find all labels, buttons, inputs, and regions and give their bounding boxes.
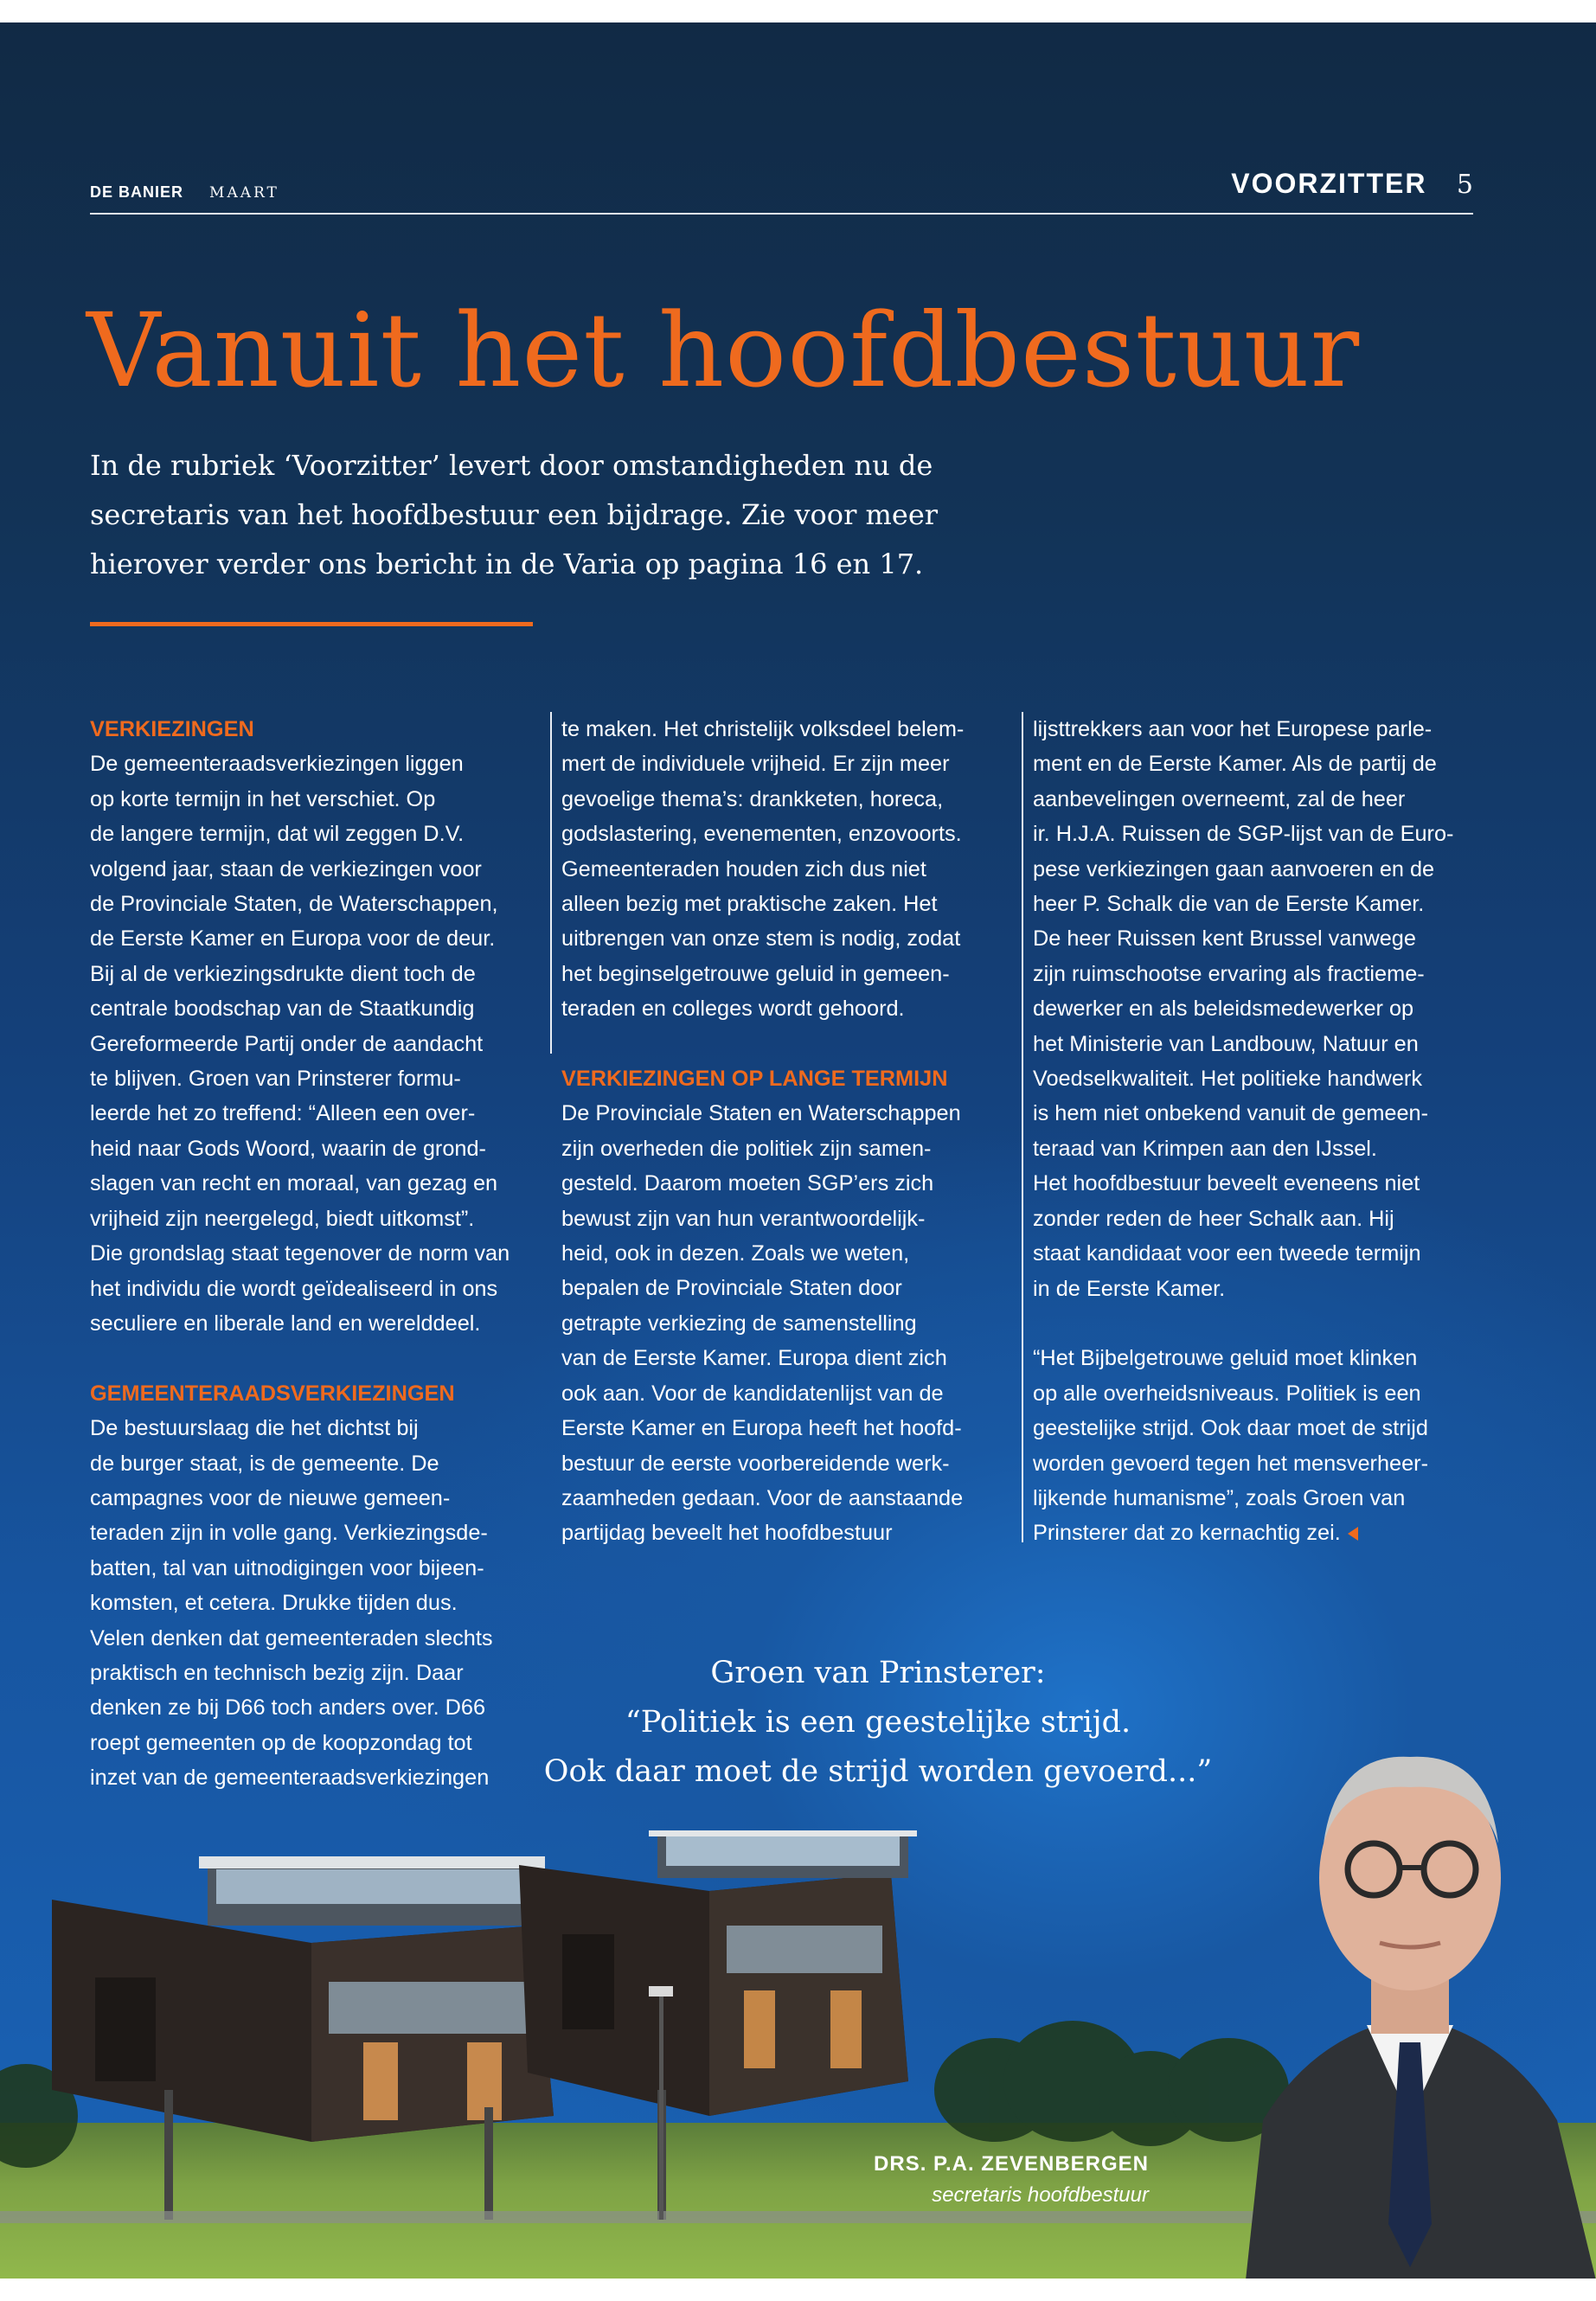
publication-name: DE BANIER	[90, 183, 184, 201]
body-line	[90, 1656, 540, 1690]
body-line-text: heid naar Gods Woord, waarin de grond-	[90, 1136, 486, 1161]
page-number: 5	[1456, 170, 1473, 200]
body-line-text: praktisch en technisch bezig zijn. Daar	[90, 1660, 464, 1685]
body-line-text: het beginselgetrouwe geluid in gemeen-	[561, 961, 950, 986]
body-line	[561, 1236, 1011, 1271]
body-line	[90, 921, 540, 956]
paragraph-gap	[1033, 1306, 1483, 1341]
body-line-text: te blijven. Groen van Prinsterer formu-	[90, 1067, 461, 1092]
body-line	[561, 817, 1011, 851]
column-divider	[1022, 712, 1023, 1542]
body-line	[1033, 1236, 1483, 1271]
running-header	[90, 168, 1473, 215]
body-line-text: Het hoofdbestuur beveelt eveneens niet	[1033, 1171, 1420, 1196]
body-line-text: volgend jaar, staan de verkiezingen voor	[90, 856, 482, 881]
body-line	[561, 1131, 1011, 1166]
caption-role: secretaris hoofdbestuur	[932, 2183, 1149, 2207]
body-line-text: Eerste Kamer en Europa heeft het hoofd-	[561, 1416, 962, 1441]
body-line-text: Gemeenteraden houden zich dus niet	[561, 856, 926, 881]
body-line	[561, 1446, 1011, 1481]
body-line	[1033, 817, 1483, 851]
body-line	[1033, 1166, 1483, 1201]
accent-rule	[90, 622, 533, 626]
body-line	[90, 1272, 540, 1306]
body-line-text: Velen denken dat gemeenteraden slechts	[90, 1625, 493, 1650]
body-line-text: centrale boodschap van de Staatkundig	[90, 997, 475, 1022]
body-line-text: gesteld. Daarom moeten SGP’ers zich	[561, 1171, 934, 1196]
body-line-text: uitbrengen van onze stem is nodig, zodat	[561, 926, 961, 952]
body-line	[90, 852, 540, 887]
body-line	[90, 1027, 540, 1061]
body-line	[561, 1166, 1011, 1201]
pull-quote	[536, 1649, 1220, 1797]
body-line-text: aanbevelingen overneemt, zal de heer	[1033, 786, 1406, 811]
body-line-text: alleen bezig met praktische zaken. Het	[561, 892, 938, 917]
body-line	[561, 1481, 1011, 1516]
body-line-text: is hem niet onbekend vanuit de gemeen-	[1033, 1101, 1429, 1126]
subheading	[90, 712, 540, 747]
body-line	[90, 1236, 540, 1271]
body-line-text: op korte termijn in het verschiet. Op	[90, 786, 436, 811]
body-line	[1033, 712, 1483, 747]
body-line	[1033, 1376, 1483, 1411]
body-line-text: geestelijke strijd. Ook daar moet de strijd	[1033, 1416, 1428, 1441]
body-line	[90, 1306, 540, 1341]
body-line-text: komsten, et cetera. Drukke tijden dus.	[90, 1591, 458, 1616]
body-line-text: seculiere en liberale land en werelddeel.	[90, 1311, 481, 1336]
body-line	[90, 817, 540, 851]
body-line	[561, 887, 1011, 921]
body-line-text: het Ministerie van Landbouw, Natuur en	[1033, 1031, 1419, 1056]
section-name: VOORZITTER	[1231, 168, 1427, 199]
article-column-1	[90, 712, 540, 1796]
page-title: Vanuit het hoofdbestuur	[87, 291, 1361, 410]
body-line	[1033, 1411, 1483, 1445]
body-line	[1033, 1202, 1483, 1236]
caption-name: DRS. P.A. ZEVENBERGEN	[874, 2152, 1149, 2176]
body-line-text: inzet van de gemeenteraadsverkiezingen	[90, 1766, 490, 1791]
article-column-3	[1033, 712, 1483, 1551]
body-line	[90, 1166, 540, 1201]
body-line-text: de Provinciale Staten, de Waterschappen,	[90, 892, 498, 917]
body-line-text: teraden en colleges wordt gehoord.	[561, 997, 905, 1022]
body-line	[90, 1586, 540, 1620]
body-line-text: De Provinciale Staten en Waterschappen	[561, 1101, 961, 1126]
subheading-text: VERKIEZINGEN OP LANGE TERMIJN	[561, 1067, 948, 1092]
body-line	[90, 1690, 540, 1725]
column-divider	[550, 712, 552, 1054]
body-line-text: heid, ook in dezen. Zoals we weten,	[561, 1241, 910, 1266]
body-line-text: Die grondslag staat tegenover de norm van	[90, 1241, 510, 1266]
body-line	[90, 1202, 540, 1236]
body-line-text: slagen van recht en moraal, van gezag en	[90, 1171, 498, 1196]
body-line-text: Gereformeerde Partij onder de aandacht	[90, 1031, 484, 1056]
body-line-text: het individu die wordt geïdealiseerd in ons	[90, 1276, 498, 1301]
body-line	[1033, 921, 1483, 956]
issue-month: MAART	[209, 184, 279, 202]
body-line	[1033, 1061, 1483, 1096]
body-line	[561, 921, 1011, 956]
body-line	[1033, 887, 1483, 921]
body-line-text: ir. H.J.A. Ruissen de SGP-lijst van de Euro-	[1033, 822, 1454, 847]
intro-line: In de rubriek ‘Voorzitter’ levert door omstandigheden nu de	[90, 449, 933, 482]
body-line-text: dewerker en als beleidsmedewerker op	[1033, 997, 1414, 1022]
body-line	[561, 1271, 1011, 1305]
body-line-text: De bestuurslaag die het dichtst bij	[90, 1416, 419, 1441]
body-line-text: lijkende humanisme”, zoals Groen van	[1033, 1485, 1406, 1510]
body-line	[90, 1516, 540, 1550]
body-line-text: zijn ruimschootse ervaring als fractieme-	[1033, 961, 1425, 986]
body-line-text: De gemeenteraadsverkiezingen liggen	[90, 752, 464, 777]
body-line-text: batten, tal van uitnodigingen voor bijeen-	[90, 1555, 484, 1580]
pull-quote-line: “Politiek is een geestelijke strijd.	[625, 1705, 1131, 1740]
body-line	[90, 957, 540, 991]
magazine-page	[0, 22, 1596, 2279]
body-line-text: worden gevoerd tegen het mensverheer-	[1033, 1451, 1429, 1476]
body-line-text: pese verkiezingen gaan aanvoeren en de	[1033, 856, 1435, 881]
body-line-text: zonder reden de heer Schalk aan. Hij	[1033, 1206, 1394, 1231]
body-line-text: partijdag beveelt het hoofdbestuur	[561, 1521, 893, 1546]
header-left	[90, 183, 279, 202]
body-line	[1033, 747, 1483, 781]
body-line	[90, 887, 540, 921]
body-line	[1033, 957, 1483, 991]
body-line	[90, 1446, 540, 1481]
body-line-text: te maken. Het christelijk volksdeel belem-	[561, 717, 965, 741]
header-right	[1231, 168, 1473, 200]
subheading-text: GEMEENTERAADSVERKIEZINGEN	[90, 1381, 455, 1406]
end-of-article-icon	[1348, 1527, 1358, 1541]
paragraph-gap	[561, 1027, 1011, 1061]
pull-quote-line: Ook daar moet de strijd worden gevoerd...”	[543, 1754, 1213, 1789]
body-line-text: de burger staat, is de gemeente. De	[90, 1451, 439, 1476]
body-line-text: ment en de Eerste Kamer. Als de partij de	[1033, 752, 1437, 777]
body-line-text: vrijheid zijn neergelegd, biedt uitkomst”.	[90, 1206, 475, 1231]
body-line	[1033, 852, 1483, 887]
body-line	[90, 1621, 540, 1656]
body-line	[1033, 1272, 1483, 1306]
body-line	[561, 852, 1011, 887]
body-line-text: roept gemeenten op de koopzondag tot	[90, 1730, 472, 1755]
body-line-text: De heer Ruissen kent Brussel vanwege	[1033, 926, 1416, 952]
body-line	[561, 957, 1011, 991]
body-line	[1033, 1481, 1483, 1516]
subheading	[90, 1376, 540, 1411]
body-line-text: zijn overheden die politiek zijn samen-	[561, 1136, 932, 1161]
body-line-text: de langere termijn, dat wil zeggen D.V.	[90, 822, 465, 847]
portrait-photo	[1194, 1670, 1596, 2279]
body-line	[90, 747, 540, 781]
body-line-text: bestuur de eerste voorbereidende werk-	[561, 1451, 950, 1476]
body-line	[561, 1096, 1011, 1131]
intro-line: secretaris van het hoofdbestuur een bijdrage. Zie voor meer	[90, 498, 939, 531]
body-line	[561, 991, 1011, 1026]
body-line-text: Bij al de verkiezingsdrukte dient toch de	[90, 961, 476, 986]
body-line-text: campagnes voor de nieuwe gemeen-	[90, 1485, 451, 1510]
photo-caption	[874, 2149, 1149, 2211]
top-margin	[0, 0, 1596, 22]
body-line	[1033, 1096, 1483, 1131]
body-line	[1033, 1341, 1483, 1375]
body-line	[561, 1202, 1011, 1236]
body-line	[561, 1341, 1011, 1375]
body-line-text: in de Eerste Kamer.	[1033, 1276, 1226, 1301]
body-line-text: van de Eerste Kamer. Europa dient zich	[561, 1346, 947, 1371]
body-line	[90, 1096, 540, 1131]
article-column-2	[561, 712, 1011, 1551]
body-line-text: getrapte verkiezing de samenstelling	[561, 1311, 917, 1336]
body-line	[90, 1481, 540, 1516]
body-line-text: “Het Bijbelgetrouwe geluid moet klinken	[1033, 1346, 1418, 1371]
body-line-text: teraad van Krimpen aan den IJssel.	[1033, 1136, 1377, 1161]
body-line-text: bewust zijn van hun verantwoordelijk-	[561, 1206, 926, 1231]
body-line	[90, 1411, 540, 1445]
body-line	[90, 1551, 540, 1586]
body-line	[90, 782, 540, 817]
body-line	[1033, 1131, 1483, 1166]
body-line-text: staat kandidaat voor een tweede termijn	[1033, 1241, 1421, 1266]
body-line-text: Voedselkwaliteit. Het politieke handwerk	[1033, 1067, 1422, 1092]
body-line-text: bepalen de Provinciale Staten door	[561, 1276, 902, 1301]
body-line	[561, 712, 1011, 747]
body-line-text: lijsttrekkers aan voor het Europese parle-	[1033, 717, 1433, 741]
body-line	[1033, 1446, 1483, 1481]
body-line	[90, 1726, 540, 1760]
body-line-text: godslastering, evenementen, enzovoorts.	[561, 822, 962, 847]
body-line	[1033, 1027, 1483, 1061]
body-line-text: heer P. Schalk die van de Eerste Kamer.	[1033, 892, 1425, 917]
body-line-text: op alle overheidsniveaus. Politiek is een	[1033, 1381, 1421, 1406]
body-line	[90, 1061, 540, 1096]
body-line	[90, 1760, 540, 1795]
body-line-text: denken ze bij D66 toch anders over. D66	[90, 1695, 486, 1721]
body-line	[561, 1306, 1011, 1341]
pull-quote-line: Groen van Prinsterer:	[710, 1656, 1046, 1690]
body-line-text: mert de individuele vrijheid. Er zijn meer	[561, 752, 950, 777]
body-line	[1033, 991, 1483, 1026]
body-line-text: teraden zijn in volle gang. Verkiezingsde-	[90, 1521, 488, 1546]
body-line-text: de Eerste Kamer en Europa voor de deur.	[90, 926, 496, 952]
body-line-text: leerde het zo treffend: “Alleen een over-	[90, 1101, 476, 1126]
body-line	[561, 1411, 1011, 1445]
body-line-text: ook aan. Voor de kandidatenlijst van de	[561, 1381, 944, 1406]
body-line	[561, 1376, 1011, 1411]
body-line	[1033, 1516, 1483, 1550]
intro-line: hierover verder ons bericht in de Varia op pagina 16 en 17.	[90, 548, 924, 580]
body-line	[1033, 782, 1483, 817]
intro-text	[90, 441, 990, 589]
body-line	[561, 747, 1011, 781]
body-line	[561, 782, 1011, 817]
paragraph-gap	[90, 1341, 540, 1375]
body-line-text: gevoelige thema’s: drankketen, horeca,	[561, 786, 944, 811]
body-line-text: Prinsterer dat zo kernachtig zei.	[1033, 1521, 1341, 1546]
subheading-text: VERKIEZINGEN	[90, 717, 254, 741]
body-line	[90, 1131, 540, 1166]
body-line	[561, 1516, 1011, 1550]
body-line	[90, 991, 540, 1026]
body-line-text: zaamheden gedaan. Voor de aanstaande	[561, 1485, 964, 1510]
subheading	[561, 1061, 1011, 1096]
